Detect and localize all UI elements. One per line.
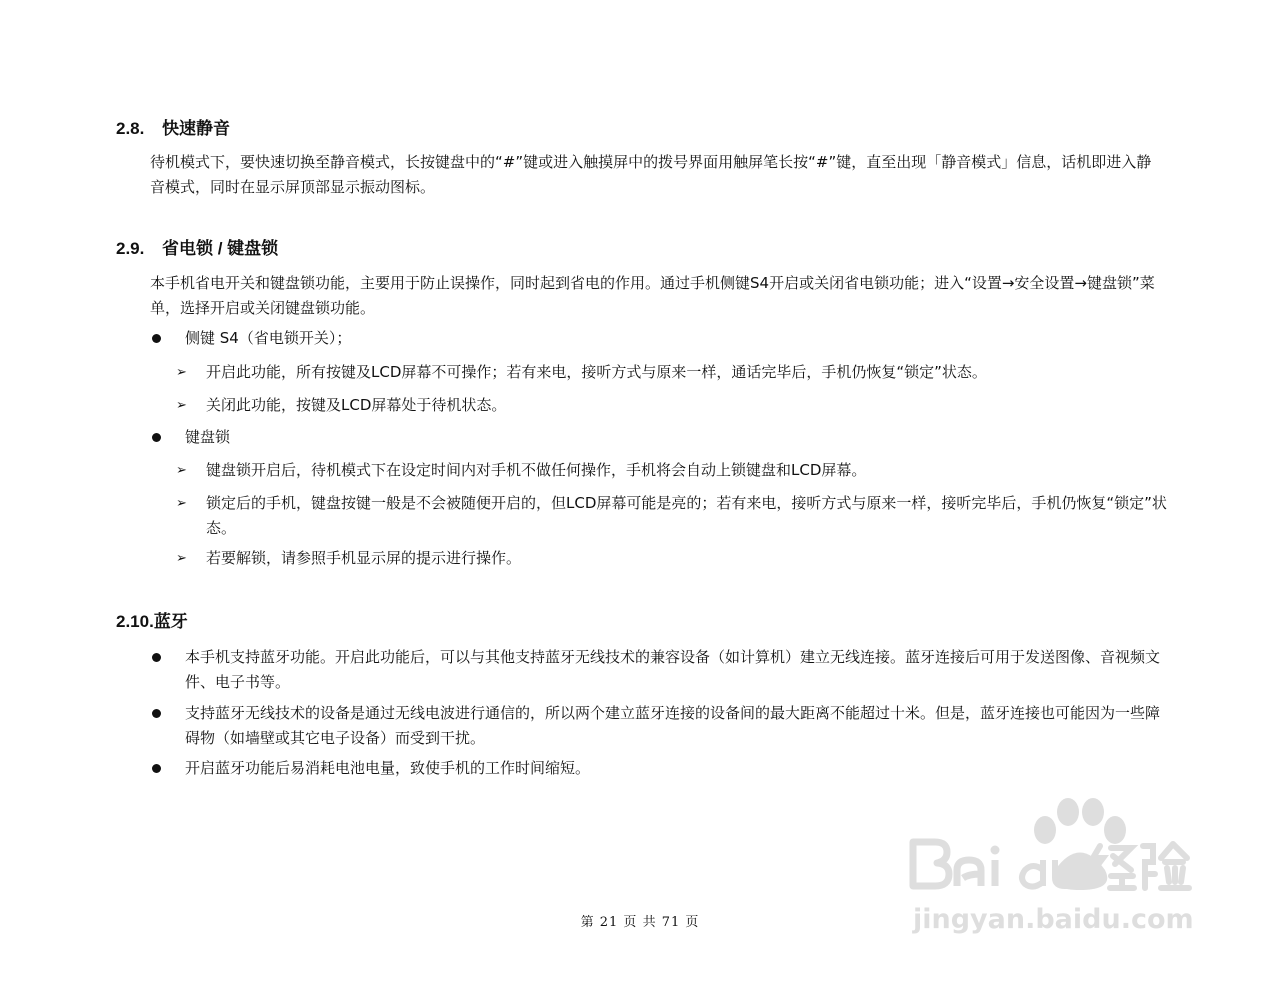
sub-item-text: 锁定后的手机，键盘按键一般是不会被随便开启的，但LCD屏幕可能是亮的；若有来电，接听方式与原来一样，接听完毕后，手机仍恢复“锁定”状态。: [206, 494, 1167, 537]
sub-item-text: 开启此功能，所有按键及LCD屏幕不可操作；若有来电，接听方式与原来一样，通话完毕后，手机仍恢复“锁定”状态。: [206, 363, 987, 381]
section-title: 快速静音: [162, 119, 230, 138]
bullet-dot-icon: [152, 334, 161, 343]
arrow-bullet-icon: ➢: [176, 496, 187, 511]
bullet-text: 支持蓝牙无线技术的设备是通过无线电波进行通信的，所以两个建立蓝牙连接的设备间的最大距离不能超过十米。但是，蓝牙连接也可能因为一些障碍物（如墙壁或其它电子设备）而受到干扰。: [185, 704, 1161, 747]
watermark-url-text: jingyan.baidu.com: [913, 904, 1194, 935]
sub-list-item: [176, 491, 1168, 541]
section-heading-2-9: [116, 238, 278, 260]
sub-list-item: [176, 546, 1168, 571]
paw-icon: [1034, 798, 1126, 890]
sub-item-text: 若要解锁，请参照手机显示屏的提示进行操作。: [206, 549, 522, 567]
arrow-bullet-icon: ➢: [176, 551, 187, 566]
bullet-dot-icon: [152, 653, 161, 662]
arrow-bullet-icon: ➢: [176, 365, 187, 380]
section-number: 2.9.: [116, 239, 145, 258]
bullet-item: [150, 645, 1165, 695]
section-paragraph: 待机模式下，要快速切换至静音模式，长按键盘中的“#”键或进入触摸屏中的拨号界面用触屏笔长按“#”键，直至出现「静音模式」信息，话机即进入静音模式，同时在显示屏顶部显示振动图标。: [150, 153, 1152, 196]
bullet-text: 侧键 S4（省电锁开关）；: [185, 329, 352, 347]
bullet-item: [150, 701, 1165, 751]
sub-list-item: [176, 393, 1168, 418]
bullet-text: 开启蓝牙功能后易消耗电池电量，致使手机的工作时间缩短。: [185, 759, 591, 777]
sub-list-item: [176, 458, 1168, 483]
section-heading-2-10: [116, 611, 188, 633]
section-title: 省电锁 / 键盘锁: [162, 239, 279, 258]
bullet-item: [150, 425, 1165, 450]
bullet-dot-icon: [152, 764, 161, 773]
bullet-dot-icon: [152, 709, 161, 718]
sub-list-item: [176, 360, 1168, 385]
section-number: 2.10.: [116, 612, 154, 631]
bullet-item: [150, 756, 1165, 781]
arrow-bullet-icon: ➢: [176, 463, 187, 478]
bullet-text: 键盘锁: [185, 428, 231, 446]
section-number: 2.8.: [116, 119, 145, 138]
sub-item-text: 关闭此功能，按键及LCD屏幕处于待机状态。: [206, 396, 507, 414]
arrow-bullet-icon: ➢: [176, 398, 187, 413]
bullet-text: 本手机支持蓝牙功能。开启此功能后，可以与其他支持蓝牙无线技术的兼容设备（如计算机）建立无线连接。蓝牙连接后可用于发送图像、音视频文件、电子书等。: [185, 648, 1161, 691]
sub-item-text: 键盘锁开启后，待机模式下在设定时间内对手机不做任何操作，手机将会自动上锁键盘和LCD屏幕。: [206, 461, 867, 479]
bullet-item: [150, 326, 1165, 351]
section-title: 蓝牙: [153, 612, 188, 631]
section-heading-2-8: [116, 118, 230, 140]
section-paragraph: 本手机省电开关和键盘锁功能，主要用于防止误操作，同时起到省电的作用。通过手机侧键S4开启或关闭省电锁功能；进入“设置→安全设置→键盘锁”菜单，选择开启或关闭键盘锁功能。: [150, 274, 1155, 317]
bullet-dot-icon: [152, 433, 161, 442]
page-footer: 第 21 页 共 71 页: [580, 915, 700, 930]
